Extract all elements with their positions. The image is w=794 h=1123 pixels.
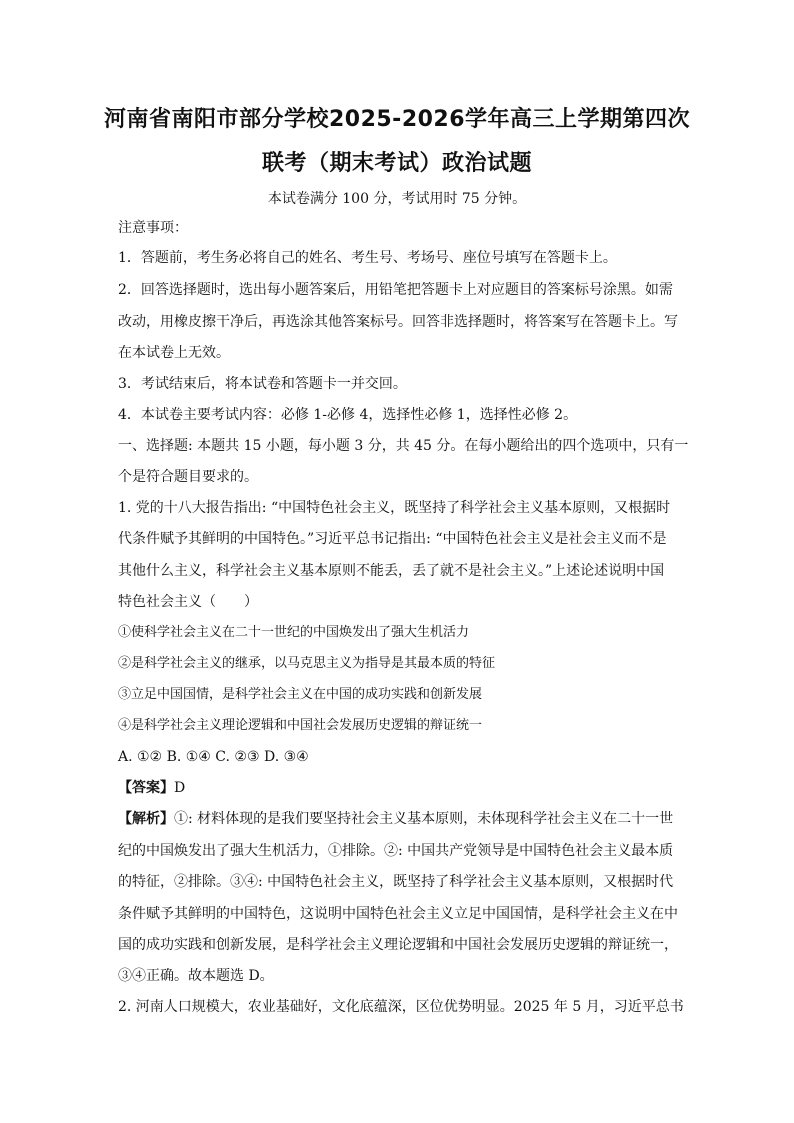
notice-item-1: 1．答题前，考生务必将自己的姓名、考生号、考场号、座位号填写在答题卡上。 bbox=[118, 250, 617, 266]
section-heading-line1: 一、选择题: 本题共 15 小题，每小题 3 分，共 45 分。在每小题给出的四个选项中，只有一 bbox=[118, 438, 689, 454]
document-title-line1: 河南省南阳市部分学校2025-2026学年高三上学期第四次 bbox=[103, 107, 691, 132]
analysis-text: ①: 材料体现的是我们要坚持社会主义基本原则，未体现科学社会主义在二十一世 bbox=[174, 811, 674, 827]
notice-item-2-line1: 2．回答选择题时，选出每小题答案后，用铅笔把答题卡上对应题目的答案标号涂黑。如需 bbox=[118, 282, 673, 298]
question-2-stem-line1: 2. 河南人口规模大，农业基础好，文化底蕴深，区位优势明显。2025 年 5 月，习近平总书 bbox=[118, 999, 684, 1015]
notice-item-3: 3．考试结束后，将本试卷和答题卡一并交回。 bbox=[118, 376, 407, 392]
question-1-analysis-line5: 国的成功实践和创新发展，是科学社会主义理论逻辑和中国社会发展历史逻辑的辩证统一， bbox=[118, 937, 678, 953]
question-1-option-2: ②是科学社会主义的继承，以马克思主义为指导是其最本质的特征 bbox=[118, 656, 496, 671]
notice-heading: 注意事项： bbox=[118, 220, 188, 236]
document-title-line2: 联考（期末考试）政治试题 bbox=[261, 151, 532, 176]
answer-value: D bbox=[174, 780, 186, 796]
question-1-analysis-line6: ③④正确。故本题选 D。 bbox=[118, 968, 274, 984]
analysis-label: 【解析】 bbox=[118, 811, 174, 827]
question-1-analysis-line3: 的特征，②排除。③④: 中国特色社会主义，既坚持了科学社会主义基本原则，又根据时代 bbox=[118, 874, 674, 890]
question-1-stem-line1: 1. 党的十八大报告指出: “中国特色社会主义，既坚持了科学社会主义基本原则，又根据时 bbox=[118, 500, 671, 516]
exam-info: 本试卷满分 100 分，考试用时 75 分钟。 bbox=[267, 191, 527, 207]
question-1-choices: A. ①② B. ①④ C. ②③ D. ③④ bbox=[118, 749, 309, 765]
answer-label: 【答案】 bbox=[118, 780, 174, 796]
question-1-analysis-line1 bbox=[118, 810, 673, 828]
question-1-analysis-line4: 条件赋予其鲜明的中国特色，这说明中国特色社会主义立足中国国情，是科学社会主义在中 bbox=[118, 906, 678, 922]
question-1-option-3: ③立足中国国情，是科学社会主义在中国的成功实践和创新发展 bbox=[118, 687, 483, 702]
question-1-stem-line2: 代条件赋予其鲜明的中国特色。”习近平总书记指出: “中国特色社会主义是社会主义而不是 bbox=[118, 531, 667, 547]
notice-item-2-line3: 在本试卷上无效。 bbox=[118, 345, 230, 361]
question-1-stem-line3: 其他什么主义，科学社会主义基本原则不能丢，丢了就不是社会主义。”上述论述说明中国 bbox=[118, 563, 665, 579]
question-1-option-1: ①使科学社会主义在二十一世纪的中国焕发出了强大生机活力 bbox=[118, 625, 470, 640]
notice-item-2-line2: 改动，用橡皮擦干净后，再选涂其他答案标号。回答非选择题时，将答案写在答题卡上。写 bbox=[118, 314, 678, 330]
question-1-option-4: ④是科学社会主义理论逻辑和中国社会发展历史逻辑的辩证统一 bbox=[118, 718, 483, 733]
question-1-answer bbox=[118, 779, 185, 797]
question-1-analysis-line2: 纪的中国焕发出了强大生机活力，①排除。②: 中国共产党领导是中国特色社会主义最本质 bbox=[118, 843, 674, 859]
question-1-stem-line4: 特色社会主义（ ） bbox=[118, 594, 258, 610]
notice-item-4: 4．本试卷主要考试内容：必修 1-必修 4，选择性必修 1，选择性必修 2。 bbox=[118, 407, 578, 423]
section-heading-line2: 个是符合题目要求的。 bbox=[118, 469, 258, 485]
